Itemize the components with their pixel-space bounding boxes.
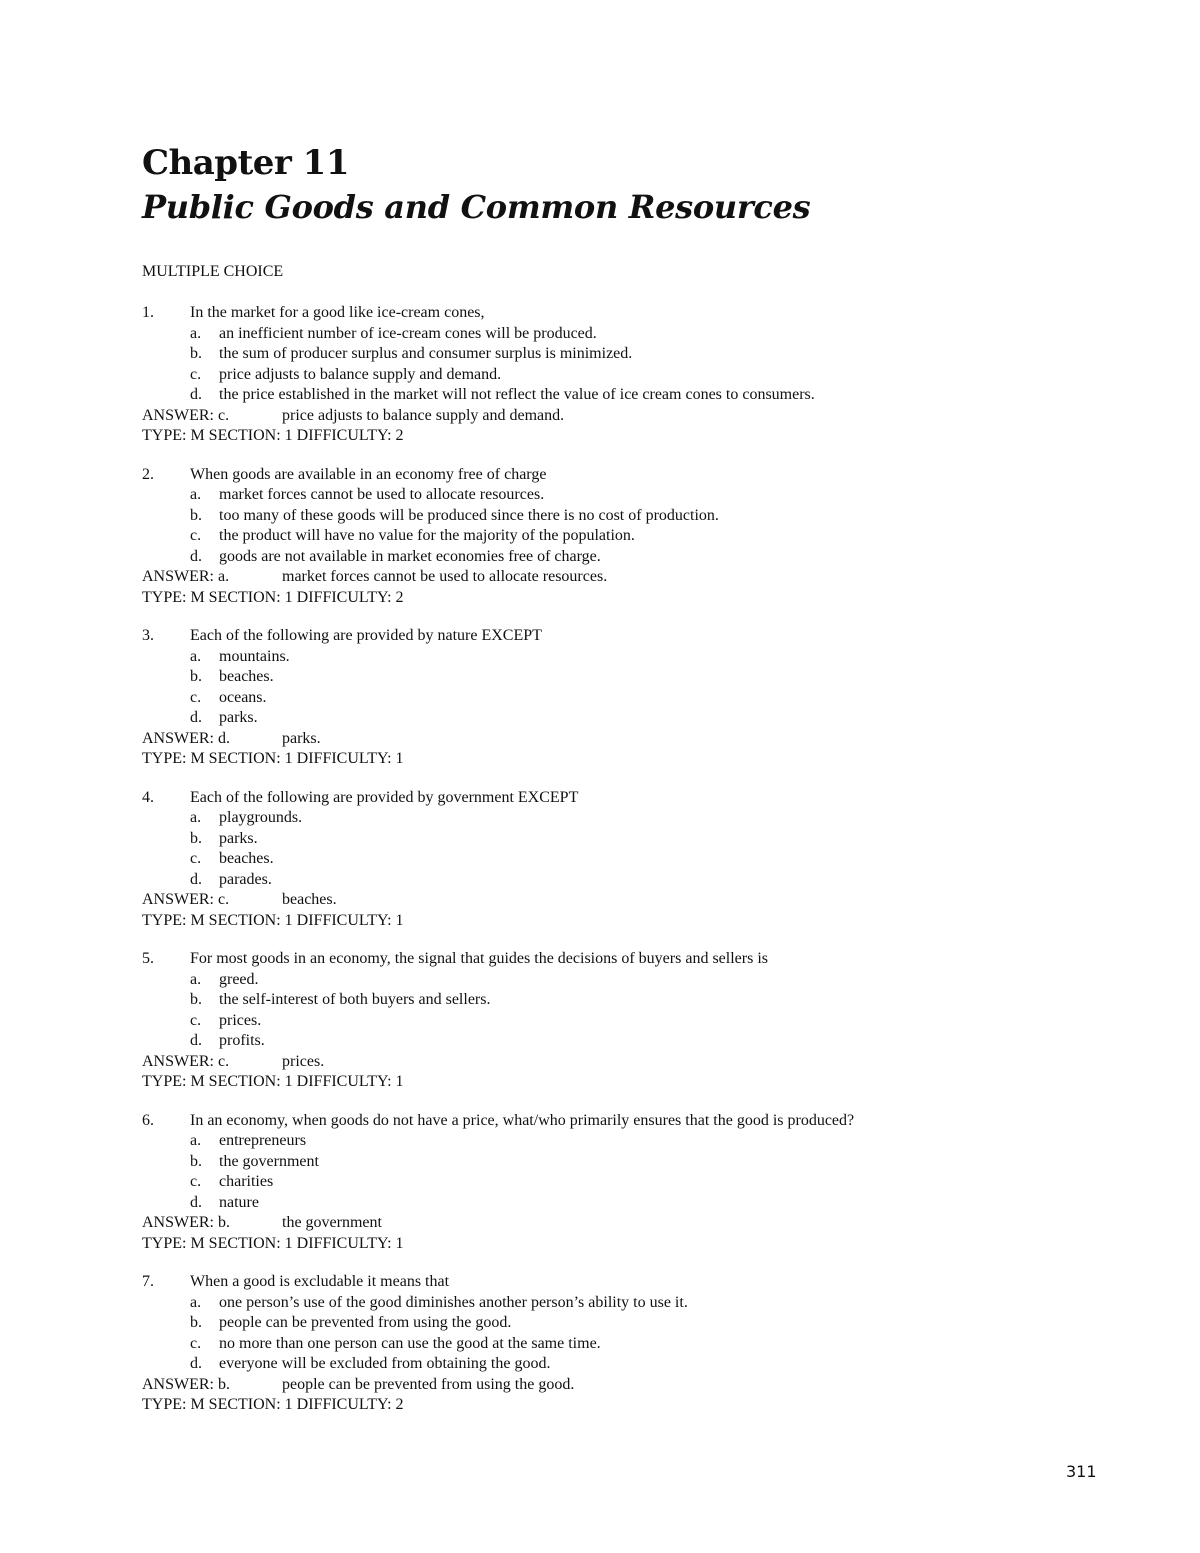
option-text: the product will have no value for the majority of the population. [219, 527, 635, 544]
answer-option [142, 1031, 1102, 1052]
answer-option [142, 1131, 1102, 1152]
answer-option [142, 990, 1102, 1011]
question-item [142, 949, 1102, 1093]
option-text: greed. [219, 970, 259, 988]
option-text: too many of these goods will be produced since there is no cost of production. [219, 506, 719, 524]
answer-option [142, 870, 1102, 891]
option-letter: d. [190, 1032, 202, 1049]
option-letter: d. [190, 547, 202, 565]
question-stem [142, 303, 1102, 324]
option-letter: d. [190, 1193, 202, 1211]
option-text: oceans. [219, 688, 267, 706]
answer-label: ANSWER: b. [142, 1375, 230, 1393]
option-letter: a. [190, 324, 202, 342]
option-text: nature [219, 1193, 259, 1211]
option-text: goods are not available in market economies free of charge. [219, 547, 601, 565]
question-number: 4. [142, 788, 154, 806]
page-number: 311 [1066, 1462, 1097, 1481]
option-letter: c. [190, 1011, 202, 1029]
option-letter: d. [190, 386, 202, 403]
option-letter: b. [190, 668, 202, 685]
answer-option [142, 1152, 1102, 1173]
question-number: 1. [142, 304, 154, 321]
answer-line [142, 1213, 1102, 1234]
option-letter: a. [190, 647, 202, 665]
section-label: MULTIPLE CHOICE [142, 263, 284, 280]
chapter-subtitle: Public Goods and Common Resources [142, 188, 811, 226]
answer-text: beaches. [282, 891, 337, 908]
answer-option [142, 1293, 1102, 1314]
question-stem [142, 1111, 1102, 1132]
answer-option [142, 1193, 1102, 1214]
answer-option [142, 708, 1102, 729]
option-text: price adjusts to balance supply and demand. [219, 365, 502, 383]
option-letter: a. [190, 970, 202, 988]
option-letter: d. [190, 709, 202, 726]
answer-option [142, 344, 1102, 365]
option-text: the sum of producer surplus and consumer surplus is minimized. [219, 345, 633, 362]
option-letter: c. [190, 688, 202, 706]
answer-text: parks. [282, 729, 321, 747]
option-letter: b. [190, 345, 202, 362]
question-stem [142, 626, 1102, 647]
option-text: an inefficient number of ice-cream cones will be produced. [219, 324, 597, 342]
answer-text: prices. [282, 1052, 325, 1070]
option-text: beaches. [219, 850, 274, 867]
option-text: the government [219, 1152, 319, 1170]
question-text: Each of the following are provided by nature EXCEPT [190, 627, 542, 644]
question-item [142, 1111, 1102, 1255]
answer-line [142, 1052, 1102, 1073]
option-letter: c. [190, 527, 202, 544]
question-text: In an economy, when goods do not have a price, what/who primarily ensures that the good is produced? [190, 1111, 855, 1129]
answer-option [142, 506, 1102, 527]
answer-line [142, 729, 1102, 750]
answer-line [142, 567, 1102, 588]
question-number: 5. [142, 950, 154, 967]
question-meta: TYPE: M SECTION: 1 DIFFICULTY: 2 [142, 1396, 404, 1413]
option-text: everyone will be excluded from obtaining the good. [219, 1355, 551, 1372]
answer-option [142, 485, 1102, 506]
question-stem [142, 788, 1102, 809]
question-meta: TYPE: M SECTION: 1 DIFFICULTY: 1 [142, 750, 404, 767]
answer-text: people can be prevented from using the good. [282, 1375, 575, 1393]
answer-option [142, 970, 1102, 991]
option-text: entrepreneurs [219, 1132, 307, 1149]
option-letter: b. [190, 991, 202, 1008]
answer-option [142, 1011, 1102, 1032]
question-text: Each of the following are provided by government EXCEPT [190, 788, 579, 806]
question-item [142, 465, 1102, 609]
answer-text: price adjusts to balance supply and demand. [282, 406, 565, 424]
answer-option [142, 808, 1102, 829]
answer-option [142, 1172, 1102, 1193]
answer-option [142, 324, 1102, 345]
option-text: charities [219, 1173, 274, 1190]
question-meta: TYPE: M SECTION: 1 DIFFICULTY: 1 [142, 911, 404, 929]
option-text: profits. [219, 1032, 265, 1049]
question-stem [142, 1272, 1102, 1293]
answer-label: ANSWER: c. [142, 1052, 230, 1070]
option-letter: b. [190, 1314, 202, 1331]
option-letter: b. [190, 506, 202, 524]
answer-option [142, 667, 1102, 688]
answer-label: ANSWER: b. [142, 1214, 230, 1231]
chapter-title: Chapter 11 [142, 143, 349, 183]
question-meta: TYPE: M SECTION: 1 DIFFICULTY: 2 [142, 588, 404, 606]
answer-option [142, 526, 1102, 547]
option-letter: b. [190, 1152, 202, 1170]
option-text: mountains. [219, 647, 290, 665]
question-text: When a good is excludable it means that [190, 1273, 450, 1290]
question-meta: TYPE: M SECTION: 1 DIFFICULTY: 2 [142, 427, 404, 444]
question-item [142, 788, 1102, 932]
question-text: When goods are available in an economy free of charge [190, 465, 547, 483]
question-list [142, 303, 1102, 1434]
question-text: In the market for a good like ice-cream cones, [190, 304, 485, 321]
answer-text: the government [282, 1214, 382, 1231]
question-number: 7. [142, 1273, 154, 1290]
question-item [142, 303, 1102, 447]
answer-option [142, 829, 1102, 850]
answer-option [142, 688, 1102, 709]
option-text: parks. [219, 829, 258, 847]
option-letter: a. [190, 486, 202, 503]
option-text: the self-interest of both buyers and sellers. [219, 991, 491, 1008]
answer-option [142, 385, 1102, 406]
question-meta: TYPE: M SECTION: 1 DIFFICULTY: 1 [142, 1234, 404, 1252]
option-text: parades. [219, 870, 272, 888]
question-item [142, 626, 1102, 770]
answer-label: ANSWER: d. [142, 729, 230, 747]
question-stem [142, 465, 1102, 486]
option-letter: a. [190, 1293, 202, 1311]
option-text: no more than one person can use the good at the same time. [219, 1334, 601, 1352]
option-text: parks. [219, 709, 258, 726]
answer-option [142, 849, 1102, 870]
option-letter: d. [190, 870, 202, 888]
answer-option [142, 1354, 1102, 1375]
option-letter: c. [190, 365, 202, 383]
option-letter: c. [190, 1334, 202, 1352]
answer-label: ANSWER: c. [142, 406, 230, 424]
question-number: 6. [142, 1111, 154, 1129]
option-letter: c. [190, 1173, 202, 1190]
question-item [142, 1272, 1102, 1416]
answer-label: ANSWER: a. [142, 568, 230, 585]
answer-option [142, 1334, 1102, 1355]
option-letter: d. [190, 1355, 202, 1372]
answer-option [142, 365, 1102, 386]
option-letter: c. [190, 850, 202, 867]
question-number: 3. [142, 627, 154, 644]
question-text: For most goods in an economy, the signal that guides the decisions of buyers and sellers is [190, 950, 768, 967]
answer-option [142, 547, 1102, 568]
option-text: people can be prevented from using the good. [219, 1314, 512, 1331]
option-text: the price established in the market will not reflect the value of ice cream cones to consumers. [219, 386, 815, 403]
option-letter: a. [190, 809, 202, 826]
answer-label: ANSWER: c. [142, 891, 230, 908]
option-text: beaches. [219, 668, 274, 685]
question-meta: TYPE: M SECTION: 1 DIFFICULTY: 1 [142, 1073, 404, 1090]
option-text: one person’s use of the good diminishes another person’s ability to use it. [219, 1293, 688, 1311]
answer-line [142, 890, 1102, 911]
option-letter: b. [190, 829, 202, 847]
option-text: market forces cannot be used to allocate resources. [219, 486, 545, 503]
question-stem [142, 949, 1102, 970]
answer-line [142, 406, 1102, 427]
option-text: playgrounds. [219, 809, 303, 826]
answer-text: market forces cannot be used to allocate resources. [282, 568, 608, 585]
option-text: prices. [219, 1011, 262, 1029]
question-number: 2. [142, 465, 154, 483]
answer-option [142, 647, 1102, 668]
answer-line [142, 1375, 1102, 1396]
option-letter: a. [190, 1132, 202, 1149]
answer-option [142, 1313, 1102, 1334]
